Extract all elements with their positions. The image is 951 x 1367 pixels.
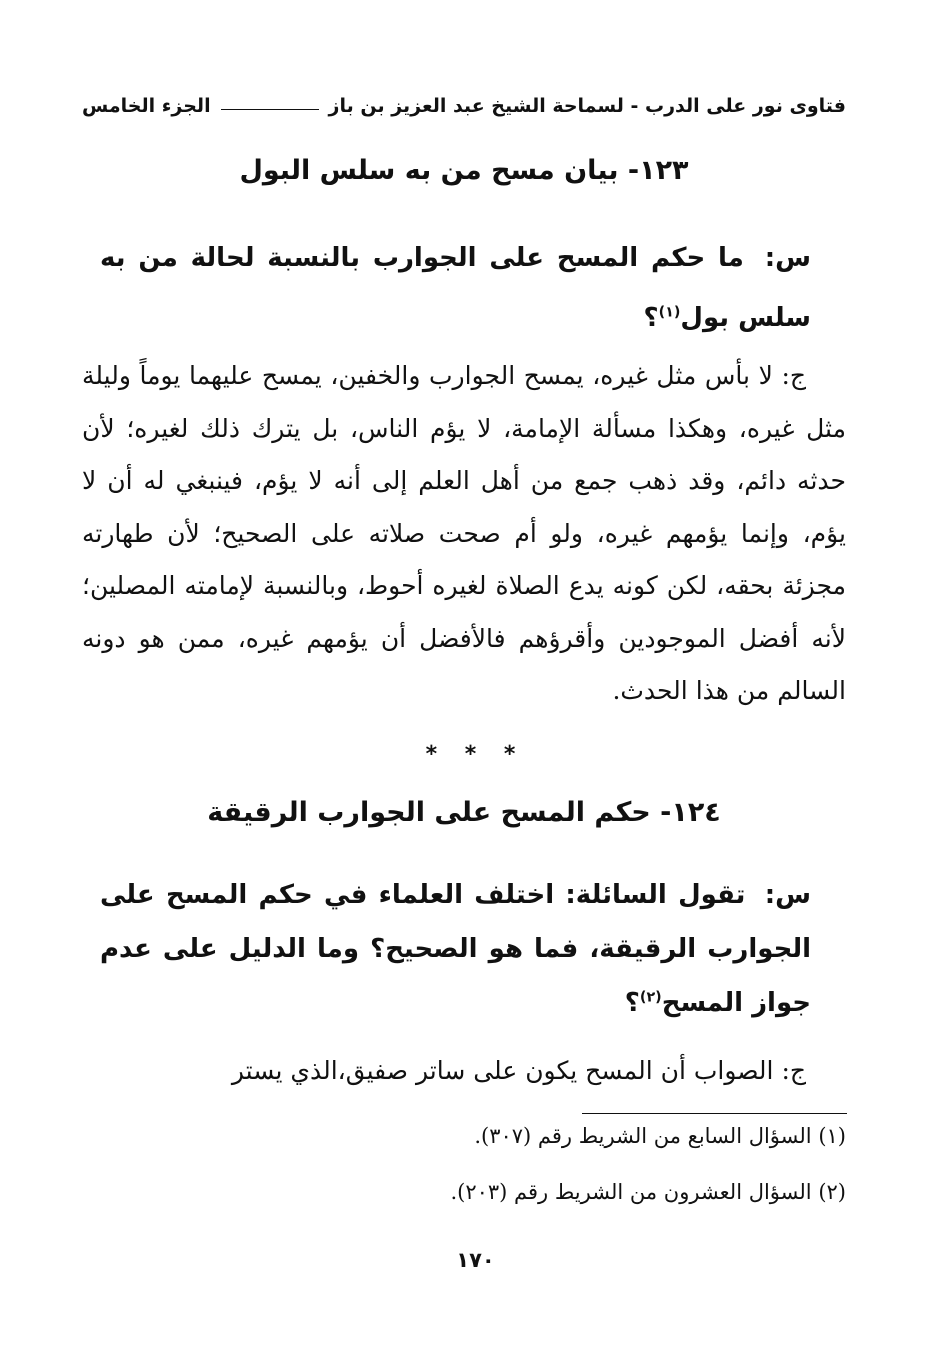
footnote-ref: (٢): [639, 989, 662, 1006]
section-124-answer: [82, 1045, 846, 1098]
section-123-title: ١٢٣- بيان مسح من به سلس البول: [239, 155, 689, 186]
header-volume: الجزء الخامس: [82, 95, 211, 117]
section-123-question: [100, 228, 811, 348]
question-text: ما حكم المسح على الجوارب بالنسبة لحالة من به سلس بول: [100, 243, 811, 333]
question-label: س:: [764, 880, 811, 910]
answer-text: لا بأس مثل غيره، يمسح الجوارب والخفين، يمسح عليهما يوماً وليلة مثل غيره، وهكذا مسألة الإمامة، لا يؤم الناس، بل يترك ذلك لغيره؛ لأن حدثه دائم، وقد ذهب جمع من أهل العلم إلى أنه لا يؤم، فينبغي له أن لا يؤم، وإنما يؤمهم غيره، ولو أم صحت صلاته على الصحيح؛ لأن طهارته مجزئة بحقه، لكن كونه يدع الصلاة لغيره أحوط، وبالنسبة لإمامته المصلين؛ لأنه أفضل الموجودين وأقرؤهم فالأفضل أن يؤمهم غيره، ممن هو دونه السالم من هذا الحدث.: [82, 361, 846, 705]
header-rule: [221, 109, 319, 110]
footnote-text: السؤال العشرون من الشريط رقم (٢٠٣).: [450, 1180, 812, 1204]
question-text: تقول السائلة: اختلف العلماء في حكم المسح على الجوارب الرقيقة، فما هو الصحيح؟ وما الدليل على عدم جواز المسح: [100, 880, 811, 1018]
footnote-2: [450, 1180, 846, 1204]
answer-label: ج:: [781, 361, 807, 390]
footnote-number: (١): [818, 1124, 846, 1148]
footnote-ref: (١): [658, 304, 681, 321]
answer-label: ج:: [781, 1056, 806, 1085]
section-123-answer: [82, 350, 846, 718]
footnote-1: [474, 1124, 846, 1148]
question-label: س:: [764, 243, 812, 273]
page-number: ١٧٠: [456, 1248, 495, 1272]
running-header: [82, 88, 846, 124]
section-124-title: ١٢٤- حكم المسح على الجوارب الرقيقة: [207, 797, 721, 828]
footnote-number: (٢): [818, 1180, 846, 1204]
section-124-question: [100, 868, 811, 1030]
section-separator: * * *: [425, 742, 526, 767]
header-book-title: فتاوى نور على الدرب - لسماحة الشيخ عبد العزيز بن باز: [328, 95, 846, 117]
question-mark: ؟: [624, 988, 640, 1018]
answer-text: الصواب أن المسح يكون على ساتر صفيق،الذي يستر: [231, 1056, 774, 1085]
footnote-text: السؤال السابع من الشريط رقم (٣٠٧).: [474, 1124, 812, 1148]
footnote-divider: [582, 1113, 847, 1114]
question-mark: ؟: [643, 303, 659, 333]
